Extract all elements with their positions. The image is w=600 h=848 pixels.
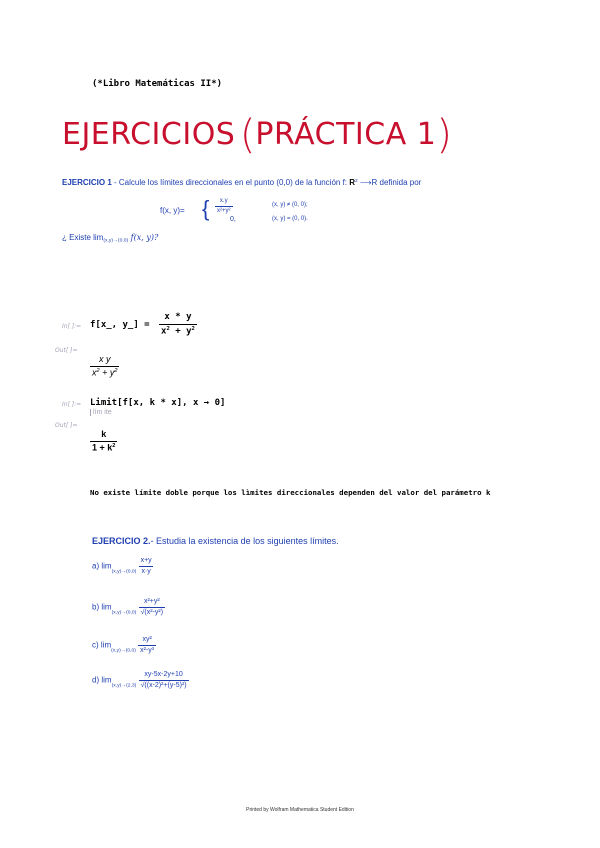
item-d-numerator: xy-5x-2y+10 (144, 671, 183, 678)
item-d-fraction (139, 671, 189, 689)
item-b-denominator: √(x²-y²) (140, 608, 164, 616)
case1-fraction (215, 198, 233, 214)
cell2-out-fraction (90, 430, 117, 453)
cell1-den-x: x (161, 326, 167, 337)
title-paren-close: ) (436, 112, 452, 158)
case2-value: 0, (230, 216, 236, 223)
cell1-input[interactable] (90, 313, 197, 337)
item-b-fraction (139, 598, 166, 616)
cell1-out-numerator: x y (98, 354, 111, 364)
item-a-denominator: x·y (141, 567, 151, 575)
cell2-out-label: Out[ ]= (55, 422, 78, 429)
case1-condition: (x, y) ≠ (0, 0); (272, 202, 308, 208)
cell2-out-denominator (90, 441, 117, 453)
item-c-fraction (138, 636, 156, 654)
cell2-out-den: 1 + k (92, 442, 113, 453)
book-comment: (*Libro Matemáticas II*) (92, 79, 223, 89)
cell1-denominator (159, 324, 197, 337)
item-b-numerator: x²+y² (143, 598, 160, 605)
exercise1-domain-set: R (349, 178, 356, 187)
item-a-fraction (139, 557, 154, 575)
exercise2-text: - Estudia la existencia de los siguientes límites. (150, 536, 339, 546)
exercise2-item-b (92, 598, 165, 616)
title-main: EJERCICIOS (62, 117, 236, 152)
f-lhs: f(x, y)= (160, 206, 185, 215)
item-d-denominator: √((x-2)²+(y-5)²) (140, 681, 187, 689)
cell1-out-den-y: y (109, 367, 115, 378)
cell2-out-numerator: k (101, 429, 107, 439)
exercise2-item-c (92, 636, 156, 654)
exercise1-domain-exp: 2 (355, 179, 358, 185)
cell1-den-exp-x: 2 (166, 325, 170, 332)
cell2-in-label: In[ ]:= (62, 401, 82, 408)
case1-numerator: x.y (219, 198, 228, 204)
question-subscript: (x,y)→(0,0) (103, 238, 129, 244)
conclusion-text: No existe límite doble porque los lìmites direccionales dependen del valor del parámetro k (90, 488, 491, 497)
item-a-subscript: (x,y)→(0,0) (111, 569, 137, 575)
question-lim: ¿ Existe lim (62, 233, 104, 242)
title-paren-open: ( (239, 112, 256, 158)
case2-condition: (x, y) = (0, 0). (272, 216, 308, 222)
cell1-out-fraction (90, 355, 119, 378)
print-footer: Printed by Wolfram Mathematica Student Edition (246, 807, 354, 813)
cell1-den-plus: + (169, 326, 187, 337)
exercise1-statement (62, 178, 421, 187)
cell1-den-y: y (186, 326, 192, 337)
case1-denominator: x²+y² (217, 207, 231, 214)
title-sub: PRÁCTICA 1 (255, 117, 437, 152)
cell2-input[interactable]: Limit[f[x, k * x], x → 0] (90, 398, 226, 408)
cell2-output (90, 430, 117, 453)
cell2-out-den-exp: 2 (112, 442, 116, 449)
autocomplete-hint[interactable]: lím ite (90, 409, 112, 416)
item-c-numerator: xy² (142, 636, 152, 643)
cell1-code: f[x_, y_] = (90, 320, 150, 331)
item-b-subscript: (x,y)→(0,0) (111, 610, 137, 616)
exercise1-label: EJERCICIO 1 (62, 178, 112, 187)
exercise1-codomain: ⟶R definida por (360, 178, 422, 187)
cell1-out-den-exp-x: 2 (96, 367, 100, 374)
cell1-output (90, 355, 119, 378)
exercise2-item-a (92, 557, 154, 575)
cell1-fraction (159, 313, 197, 337)
item-c-denominator: x²-y³ (140, 646, 155, 654)
cell1-in-label: In[ ]:= (62, 323, 82, 330)
cell1-out-denominator (90, 366, 119, 378)
item-c-prefix: c) lim (92, 640, 112, 650)
item-d-subscript: (x,y)→(2,3) (111, 683, 137, 689)
cell1-out-den-exp-y: 2 (114, 367, 118, 374)
cell1-den-exp-y: 2 (191, 325, 195, 332)
item-b-prefix: b) lim (92, 602, 112, 612)
exercise2-statement (92, 536, 339, 546)
page-title (62, 112, 452, 158)
item-c-subscript: (x,y)→(0,0) (111, 648, 136, 654)
cell1-numerator: x * y (164, 312, 192, 322)
exercise1-text: - Calcule los límites direccionales en el punto (0,0) de la función f: (111, 178, 350, 187)
cell1-out-den-x: x (92, 367, 97, 378)
exercise2-label: EJERCICIO 2. (92, 536, 151, 546)
question-post: f(x, y)? (128, 233, 159, 242)
exercise1-question (62, 233, 158, 244)
cell1-out-den-plus: + (99, 367, 110, 378)
item-d-prefix: d) lim (92, 675, 112, 685)
brace-symbol: { (202, 196, 210, 221)
cell1-out-label: Out[ ]= (55, 347, 78, 354)
item-a-numerator: x+y (140, 557, 152, 564)
exercise2-item-d (92, 671, 189, 689)
item-a-prefix: a) lim (92, 561, 112, 571)
